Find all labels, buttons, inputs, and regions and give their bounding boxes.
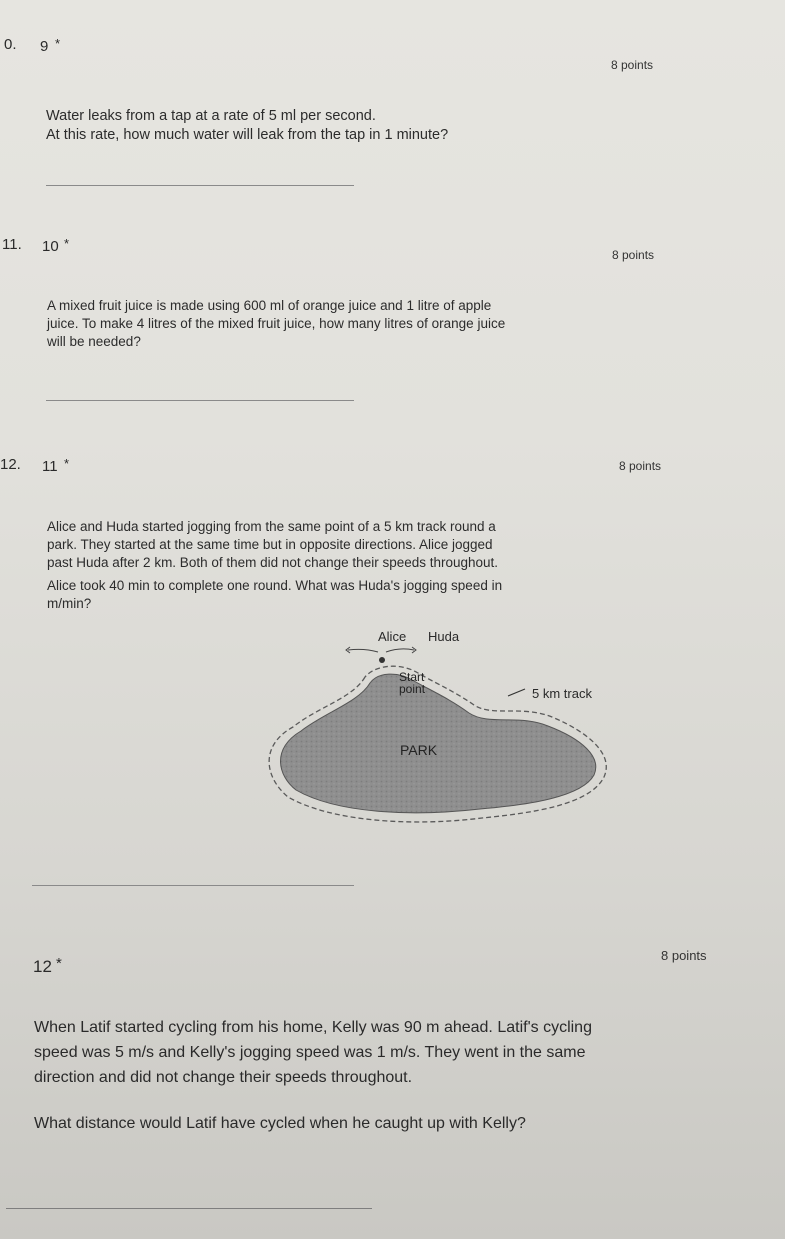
question-text-line: At this rate, how much water will leak from the tap in 1 minute? <box>46 127 449 143</box>
answer-input-line[interactable] <box>32 885 354 886</box>
question-text-line: When Latif started cycling from his home, Kelly was 90 m ahead. Latif's cycling <box>34 1019 592 1036</box>
answer-input-line[interactable] <box>46 400 354 401</box>
required-asterisk: * <box>64 456 70 471</box>
required-asterisk: * <box>55 36 61 51</box>
park-track-diagram <box>260 625 620 835</box>
alice-direction-arrow <box>348 649 378 652</box>
question-text-line: Alice and Huda started jogging from the same point of a 5 km track round a <box>47 519 496 534</box>
question-text-line: direction and did not change their speeds throughout. <box>34 1069 413 1086</box>
required-asterisk: * <box>56 955 62 972</box>
start-point-marker <box>379 657 385 663</box>
question-text-line: park. They started at the same time but in opposite directions. Alice jogged <box>47 537 493 552</box>
question-text-line: Alice took 40 min to complete one round. What was Huda's jogging speed in <box>47 578 503 593</box>
question-text <box>47 518 667 613</box>
question-text-line: past Huda after 2 km. Both of them did not change their speeds throughout. <box>47 555 499 570</box>
question-text-line: juice. To make 4 litres of the mixed fruit juice, how many litres of orange juice <box>47 316 506 331</box>
question-text-line: A mixed fruit juice is made using 600 ml of orange juice and 1 litre of apple <box>47 298 492 313</box>
start-label-line: Start <box>399 670 425 684</box>
alice-label: Alice <box>378 629 407 644</box>
question-label: 11 <box>42 458 58 475</box>
question-text-line: will be needed? <box>47 334 141 349</box>
track-pointer-line <box>508 689 525 696</box>
question-label: 9 <box>40 38 49 55</box>
question-11 <box>0 440 785 900</box>
question-text-line: What distance would Latif have cycled when he caught up with Kelly? <box>34 1115 526 1132</box>
question-text <box>34 1015 734 1136</box>
huda-direction-arrow <box>386 649 414 652</box>
question-text-line: speed was 5 m/s and Kelly's jogging speed was 1 m/s. They went in the same <box>34 1044 586 1061</box>
start-point-label <box>399 671 425 695</box>
points-label: 8 points <box>661 948 707 963</box>
question-text-line: m/min? <box>47 596 92 611</box>
question-label: 10 <box>42 238 59 255</box>
question-10 <box>0 220 785 420</box>
question-text <box>47 297 667 351</box>
park-track-figure <box>260 625 620 835</box>
question-number: 11. <box>2 236 22 253</box>
track-label: 5 km track <box>532 686 592 701</box>
required-asterisk: * <box>64 236 70 251</box>
answer-input-line[interactable] <box>6 1208 372 1209</box>
huda-label: Huda <box>428 629 460 644</box>
question-text <box>46 107 566 145</box>
answer-input-line[interactable] <box>46 185 354 186</box>
question-number: 0. <box>4 36 17 53</box>
park-label: PARK <box>400 742 438 758</box>
question-number: 12. <box>0 456 21 473</box>
points-label: 8 points <box>619 459 662 473</box>
points-label: 8 points <box>612 248 655 262</box>
start-label-line: point <box>399 682 426 696</box>
question-12 <box>0 930 785 1230</box>
question-label: 12 <box>33 957 52 976</box>
question-text-line: Water leaks from a tap at a rate of 5 ml per second. <box>46 108 376 124</box>
points-label: 8 points <box>611 58 654 72</box>
question-9 <box>0 0 785 200</box>
